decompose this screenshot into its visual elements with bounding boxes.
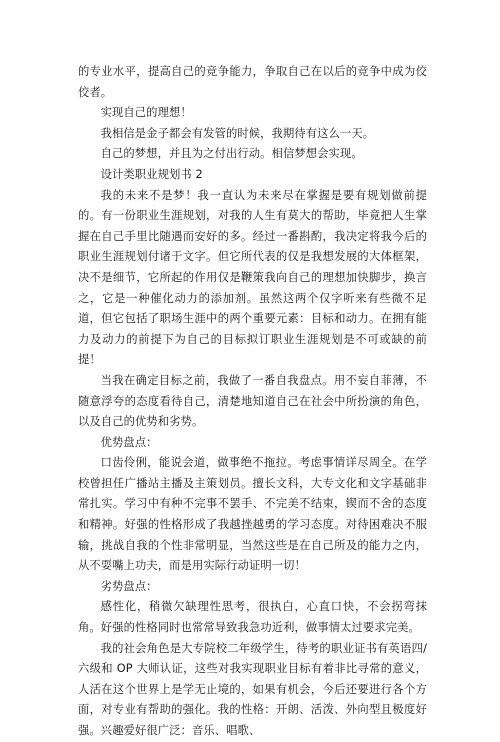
- paragraph: 口齿伶俐，能说会道，做事绝不拖拉。考虑事情详尽周全。在学校曾担任广播站主播及主策划员。擅长文科，大专文化和文字基础非常扎实。学习中有种不完事不罢手、不完美不结束，锲而不舍的态度和精神。好强的性格形成了我越挫越勇的学习态度。对待困难决不服输，挑战自我的个性非常明显，当然这些是在自己所及的能力之内，从不耍嘴上功夫，而是用实际行动证明一切！: [78, 456, 427, 573]
- paragraph: 感性化，稍微欠缺理性思考，很执白，心直口快，不会拐弯抹角。好强的性格同时也常常导致我急功近利，做事情太过要求完美。: [78, 600, 427, 635]
- paragraph: 当我在确定目标之前，我做了一番自我盘点。用不妄自菲薄，不随意浮夸的态度看待自己，清楚地知道自己在社会中所扮演的角色，以及自己的优势和劣势。: [78, 373, 427, 429]
- paragraph: 自己的梦想，并且为之付出行动。相信梦想会实现。: [100, 147, 363, 161]
- paragraph: 的专业水平，提高自己的竞争能力，争取自己在以后的竞争中成为佼佼者。: [78, 65, 427, 99]
- section-heading: 设计类职业规划书 2: [100, 167, 203, 181]
- paragraph: 实现自己的理想！: [100, 106, 192, 120]
- subsection-heading: 劣势盘点：: [100, 579, 158, 593]
- paragraph: 我的未来不是梦！我一直认为未来尽在掌握是要有规划做前提的。有一份职业生涯规划，对我的人生有莫大的帮助，毕竟把人生掌握在自己手里比随遇而安好的多。经过一番斟酌，我决定将我今后的职业生涯规划付诸于文字。但它所代表的仅是我想发展的大体框架，决不是细节，它所起的作用仅是鞭策我向自己的理想加快脚步，换言之，它是一种催化动力的添加剂。虽然这两个仅字听来有些微不足道，但它包括了职场生涯中的两个重要元素：目标和动力。在拥有能力及动力的前提下为自己的目标拟订职业生涯规划是不可或缺的前提！: [78, 188, 427, 367]
- subsection-heading: 优势盘点：: [100, 435, 158, 449]
- paragraph: 我的社会角色是大专院校二年级学生，待考的职业证书有英语四/六级和 OP 大师认证，这些对我实现职业目标有着非比寻常的意义，人活在这个世界上是学无止境的，如果有机会，今后还要进行各个方面，对专业有帮助的强化。我的性格：开朗、活泼、外向型且极度好强。兴趣爱好很广泛：音乐、唱歌、: [78, 641, 427, 737]
- paragraph: 我相信是金子都会有发管的时候，我期待有这么一天。: [100, 126, 375, 140]
- document-body: [78, 62, 427, 742]
